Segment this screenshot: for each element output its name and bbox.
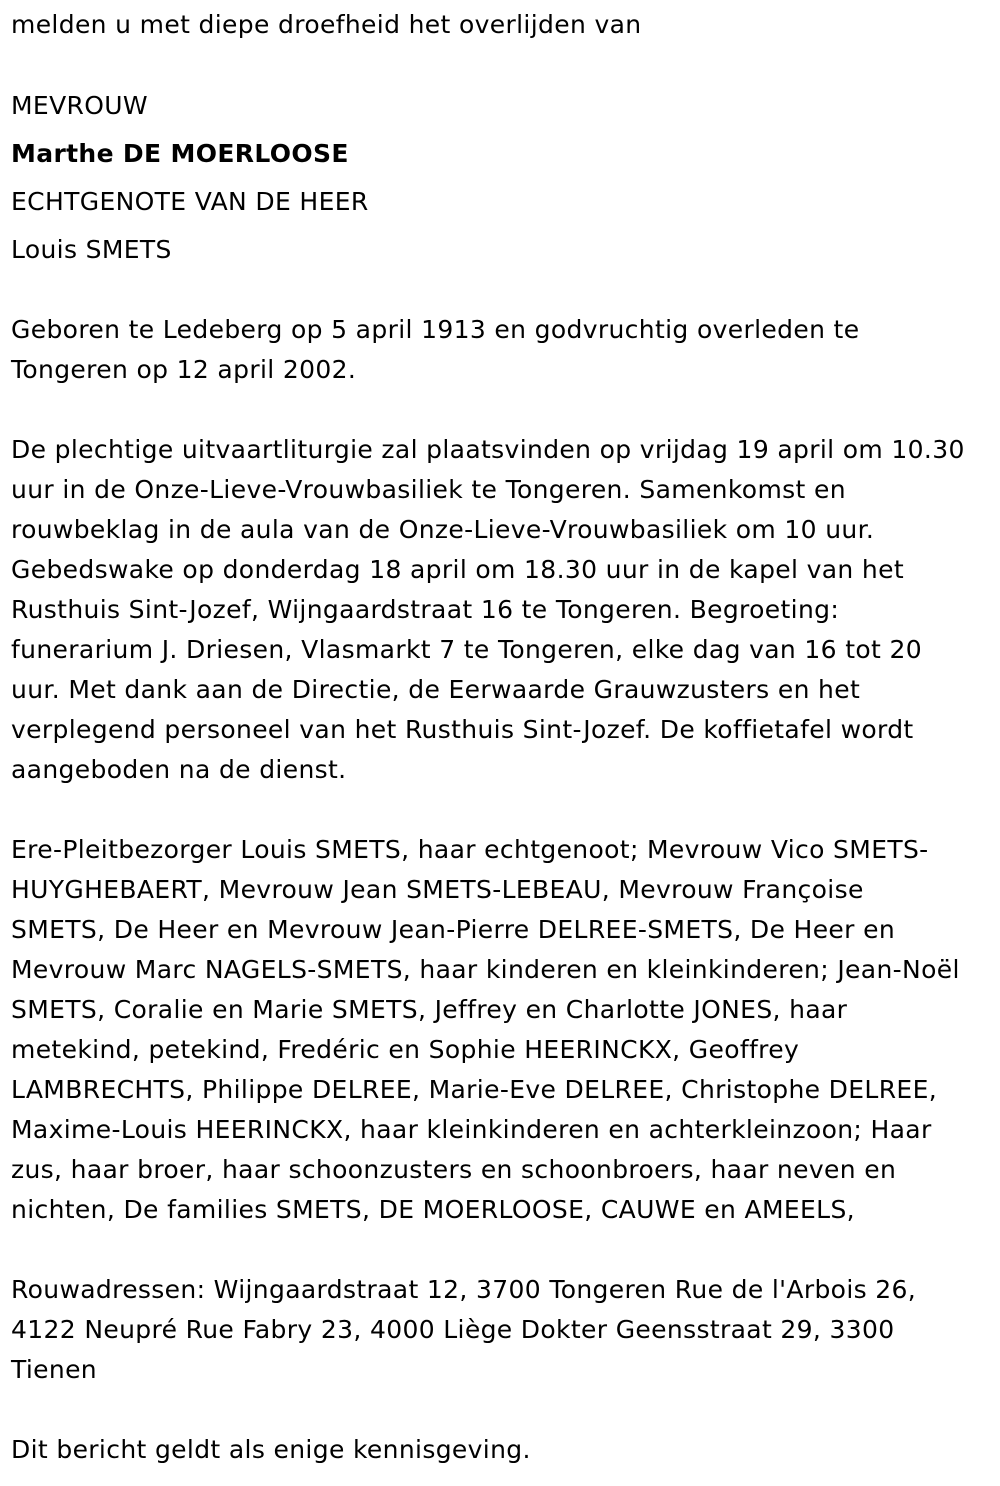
family-line: Ere-Pleitbezorger Louis SMETS, haar echtgenoot; Mevrouw Vico SMETS- xyxy=(11,835,929,864)
family-line: nichten, De families SMETS, DE MOERLOOSE, CAUWE en AMEELS, xyxy=(11,1195,855,1224)
birth-death-line: Tongeren op 12 april 2002. xyxy=(11,355,357,384)
family-line: LAMBRECHTS, Philippe DELREE, Marie-Eve DELREE, Christophe DELREE, xyxy=(11,1075,938,1104)
deceased-name: Marthe DE MOERLOOSE xyxy=(11,139,349,168)
ceremony-line: uur in de Onze-Lieve-Vrouwbasiliek te Tongeren. Samenkomst en xyxy=(11,475,846,504)
family-line: metekind, petekind, Fredéric en Sophie HEERINCKX, Geoffrey xyxy=(11,1035,800,1064)
family-line: HUYGHEBAERT, Mevrouw Jean SMETS-LEBEAU, Mevrouw Françoise xyxy=(11,875,864,904)
family-line: Mevrouw Marc NAGELS-SMETS, haar kinderen en kleinkinderen; Jean-Noël xyxy=(11,955,960,984)
family-line: SMETS, De Heer en Mevrouw Jean-Pierre DELREE-SMETS, De Heer en xyxy=(11,915,896,944)
spouse-label: ECHTGENOTE VAN DE HEER xyxy=(11,187,369,216)
ceremony-line: rouwbeklag in de aula van de Onze-Lieve-Vrouwbasiliek om 10 uur. xyxy=(11,515,875,544)
family-line: Maxime-Louis HEERINCKX, haar kleinkinderen en achterkleinzoon; Haar xyxy=(11,1115,932,1144)
ceremony-line: aangeboden na de dienst. xyxy=(11,755,347,784)
salutation: MEVROUW xyxy=(11,91,148,120)
closing-text: Dit bericht geldt als enige kennisgeving. xyxy=(11,1435,531,1464)
address-line: Rouwadressen: Wijngaardstraat 12, 3700 Tongeren Rue de l'Arbois 26, xyxy=(11,1275,917,1304)
birth-death-line: Geboren te Ledeberg op 5 april 1913 en godvruchtig overleden te xyxy=(11,315,860,344)
ceremony-line: verplegend personeel van het Rusthuis Sint-Jozef. De koffietafel wordt xyxy=(11,715,914,744)
address-line: 4122 Neupré Rue Fabry 23, 4000 Liège Dokter Geensstraat 29, 3300 xyxy=(11,1315,895,1344)
ceremony-line: uur. Met dank aan de Directie, de Eerwaarde Grauwzusters en het xyxy=(11,675,861,704)
intro-text: melden u met diepe droefheid het overlijden van xyxy=(11,10,642,39)
ceremony-line: Gebedswake op donderdag 18 april om 18.30 uur in de kapel van het xyxy=(11,555,905,584)
spouse-name: Louis SMETS xyxy=(11,235,172,264)
ceremony-line: funerarium J. Driesen, Vlasmarkt 7 te Tongeren, elke dag van 16 tot 20 xyxy=(11,635,922,664)
address-line: Tienen xyxy=(11,1355,97,1384)
ceremony-line: De plechtige uitvaartliturgie zal plaatsvinden op vrijdag 19 april om 10.30 xyxy=(11,435,965,464)
ceremony-line: Rusthuis Sint-Jozef, Wijngaardstraat 16 te Tongeren. Begroeting: xyxy=(11,595,840,624)
family-line: SMETS, Coralie en Marie SMETS, Jeffrey en Charlotte JONES, haar xyxy=(11,995,848,1024)
family-line: zus, haar broer, haar schoonzusters en schoonbroers, haar neven en xyxy=(11,1155,897,1184)
